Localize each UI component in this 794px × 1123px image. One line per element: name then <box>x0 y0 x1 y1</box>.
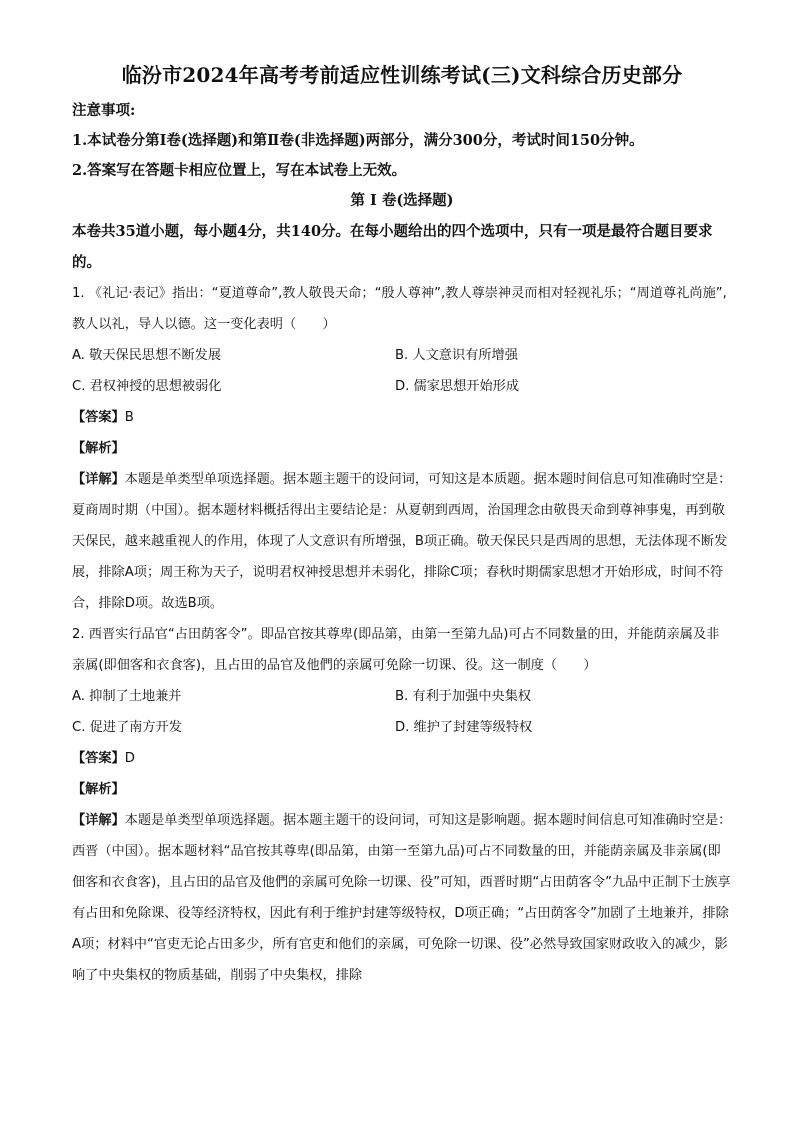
section-title: 第 Ⅰ 卷(选择题) <box>350 192 454 209</box>
option-b: B. 有利于加强中央集权 <box>395 689 532 704</box>
answer-label: 【答案】 <box>72 410 125 425</box>
detail-label: 【详解】 <box>72 813 125 828</box>
question-stem: 2. 西晋实行品官“占田荫客令”。即品官按其尊卑(即品第，由第一至第九品)可占不同数量的田，并能荫亲属及非亲属(即佃客和衣食客)，且占田的品官及他們的亲属可免除一切课、役。这一制度（ ） <box>72 627 720 673</box>
answer-value: D <box>124 751 135 766</box>
option-d: D. 维护了封建等级特权 <box>395 720 533 735</box>
page-title: 临汾市2024年高考考前适应性训练考试(三)文科综合历史部分 <box>121 63 683 87</box>
option-c: C. 促进了南方开发 <box>72 720 182 735</box>
answer-label: 【答案】 <box>72 751 125 766</box>
analysis-label: 【解析】 <box>72 441 125 456</box>
detail-paragraph <box>72 464 732 619</box>
answer-value: B <box>124 410 134 425</box>
notice-item: 1.本试卷分第Ⅰ卷(选择题)和第Ⅱ卷(非选择题)两部分，满分300分，考试时间150分钟。 <box>72 132 644 149</box>
question-stem: 1. 《礼记·表记》指出：“夏道尊命”,教人敬畏天命；“殷人尊神”,教人尊崇神灵而相对轻视礼乐；“周道尊礼尚施”,教人以礼，导人以德。这一变化表明（ ） <box>72 286 727 332</box>
option-d: D. 儒家思想开始形成 <box>395 379 520 394</box>
analysis-line <box>72 433 732 464</box>
analysis-label: 【解析】 <box>72 782 125 797</box>
question-options <box>72 681 732 743</box>
option-a: A. 敬天保民思想不断发展 <box>72 348 222 363</box>
question-2 <box>72 619 732 991</box>
answer-line <box>72 402 732 433</box>
exam-page <box>72 60 732 991</box>
detail-label: 【详解】 <box>72 472 125 487</box>
answer-line <box>72 743 732 774</box>
detail-text: 本题是单类型单项选择题。据本题主题干的设问词，可知这是本质题。据本题时间信息可知准确时空是：夏商周时期（中国）。据本题材料概括得出主要结论是：从夏朝到西周，治国理念由敬畏天命到尊神事鬼，再到敬天保民，越来越重视人的作用，体现了人文意识有所增强，B项正确。敬天保民只是西周的思想，无法体现不断发展，排除A项；周王称为天子，说明君权神授思想并未弱化，排除C项；春秋时期儒家思想才开始形成，时间不符合，排除D项。故选B项。 <box>72 472 732 611</box>
detail-text: 本题是单类型单项选择题。据本题主题干的设问词，可知这是影响题。据本题时间信息可知准确时空是：西晋（中国）。据本题材料“品官按其尊卑(即品第，由第一至第九品)可占不同数量的田，并能荫亲属及非亲属(即佃客和衣食客)，且占田的品官及他們的亲属可免除一切课、役”可知，西晋时期“占田荫客令”九品中正制下士族享有占田和免除课、役等经济特权，因此有利于维护封建等级特权，D项正确；“占田荫客令”加剧了土地兼并，排除A项；材料中“官吏无论占田多少，所有官吏和他们的亲属，可免除一切课、役”必然导致国家财政收入的减少，影响了中央集权的物质基础，削弱了中央集权，排除 <box>72 813 732 983</box>
question-1 <box>72 278 732 619</box>
notice-item: 2.答案写在答题卡相应位置上，写在本试卷上无效。 <box>72 162 407 179</box>
detail-paragraph <box>72 805 732 991</box>
option-a: A. 抑制了土地兼并 <box>72 689 182 704</box>
analysis-line <box>72 774 732 805</box>
notice-heading: 注意事项: <box>72 102 136 119</box>
option-b: B. 人文意识有所增强 <box>395 348 518 363</box>
question-options <box>72 340 732 402</box>
section-intro: 本卷共35道小题，每小题4分，共140分。在每小题给出的四个选项中，只有一项是最符合题目要求的。 <box>72 223 713 271</box>
option-c: C. 君权神授的思想被弱化 <box>72 379 222 394</box>
